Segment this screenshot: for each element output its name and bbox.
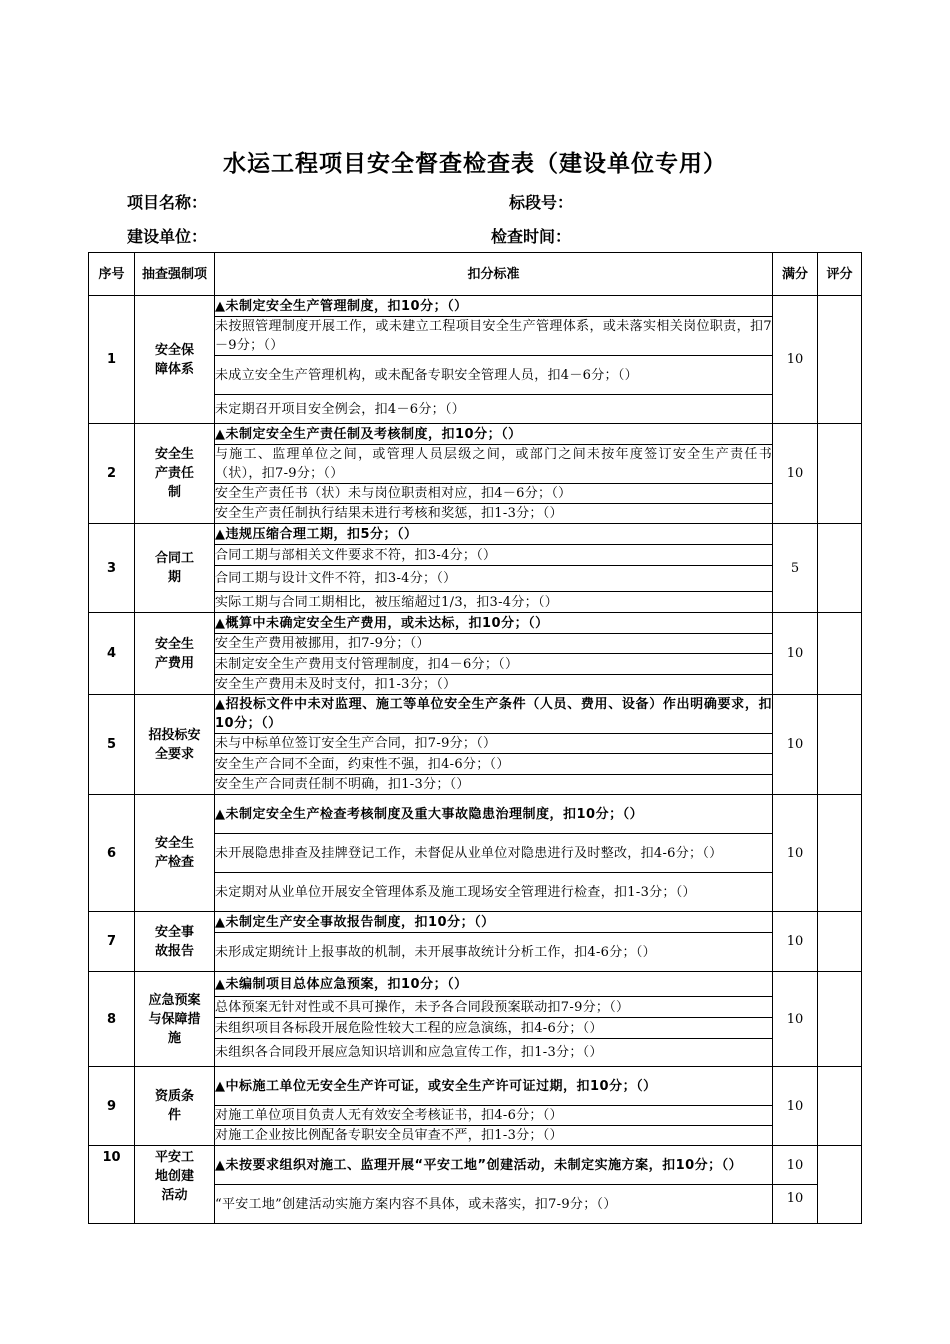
criterion-line: 总体预案无针对性或不具可操作，未予各合同段预案联动扣7-9分；（） — [215, 997, 773, 1018]
criterion-line: ▲未编制项目总体应急预案，扣10分；（） — [215, 972, 773, 997]
row-seq: 3 — [89, 524, 135, 613]
criterion-line: ▲未按要求组织对施工、监理开展“平安工地”创建活动，未制定实施方案，扣10分；（） — [215, 1146, 773, 1185]
row-full-score: 10 — [773, 972, 818, 1067]
table-row — [89, 524, 862, 545]
criterion-line: 安全生产责任书（状）未与岗位职责相对应，扣4－6分；（） — [215, 484, 773, 504]
criterion-line: ▲违规压缩合理工期，扣5分；（） — [215, 524, 773, 545]
score-cell[interactable] — [818, 1067, 862, 1146]
score-cell[interactable] — [818, 795, 862, 912]
table-row — [89, 296, 862, 317]
criterion-line: 安全生产合同责任制不明确，扣1-3分；（） — [215, 775, 773, 795]
score-cell[interactable] — [818, 1146, 862, 1224]
row-full-score: 10 — [773, 1146, 818, 1185]
criterion-line: 未制定安全生产费用支付管理制度，扣4－6分；（） — [215, 654, 773, 675]
criterion-line: ▲未制定安全生产管理制度，扣10分；（） — [215, 296, 773, 317]
row-item: 安全生产费用 — [135, 613, 215, 695]
header-item: 抽查强制项 — [135, 253, 215, 296]
row-seq: 4 — [89, 613, 135, 695]
criterion-line: 未形成定期统计上报事故的机制，未开展事故统计分析工作，扣4-6分；（） — [215, 933, 773, 972]
row-full-score: 10 — [773, 1185, 818, 1224]
row-item: 平安工地创建活动 — [135, 1146, 215, 1224]
table-row — [89, 912, 862, 933]
criterion-line: 未开展隐患排查及挂牌登记工作，未督促从业单位对隐患进行及时整改，扣4-6分；（） — [215, 834, 773, 873]
score-cell[interactable] — [818, 613, 862, 695]
row-item: 安全生产检查 — [135, 795, 215, 912]
criterion-line: 未组织各合同段开展应急知识培训和应急宣传工作，扣1-3分；（） — [215, 1039, 773, 1067]
table-row — [89, 695, 862, 734]
criterion-line: 对施工单位项目负责人无有效安全考核证书，扣4-6分；（） — [215, 1106, 773, 1126]
row-seq: 6 — [89, 795, 135, 912]
inspection-table — [88, 252, 862, 1224]
section-no-label: 标段号： — [509, 193, 574, 212]
row-seq: 5 — [89, 695, 135, 795]
row-seq: 1 — [89, 296, 135, 424]
row-item: 安全生产责任制 — [135, 424, 215, 524]
row-seq: 10 — [89, 1146, 135, 1224]
criterion-line: ▲未制定安全生产检查考核制度及重大事故隐患治理制度，扣10分；（） — [215, 795, 773, 834]
score-cell[interactable] — [818, 695, 862, 795]
criterion-line: 合同工期与部相关文件要求不符，扣3-4分；（） — [215, 545, 773, 566]
criterion-line: ▲招投标文件中未对监理、施工等单位安全生产条件（人员、费用、设备）作出明确要求，扣10分；（） — [215, 695, 773, 734]
builder-label: 建设单位： — [127, 227, 208, 246]
row-item: 应急预案与保障措施 — [135, 972, 215, 1067]
table-row — [89, 424, 862, 445]
row-item: 合同工期 — [135, 524, 215, 613]
table-row — [89, 795, 862, 834]
criterion-line: 未与中标单位签订安全生产合同，扣7-9分；（） — [215, 734, 773, 754]
row-full-score: 10 — [773, 795, 818, 912]
criterion-line: “平安工地”创建活动实施方案内容不具体，或未落实，扣7-9分；（） — [215, 1185, 773, 1224]
criterion-line: ▲中标施工单位无安全生产许可证，或安全生产许可证过期，扣10分；（） — [215, 1067, 773, 1106]
check-time-label: 检查时间： — [491, 227, 572, 246]
row-full-score: 10 — [773, 613, 818, 695]
row-seq: 2 — [89, 424, 135, 524]
table-row — [89, 1146, 862, 1185]
page-title: 水运工程项目安全督查检查表（建设单位专用） — [223, 151, 727, 177]
score-cell[interactable] — [818, 972, 862, 1067]
row-item: 资质条件 — [135, 1067, 215, 1146]
row-full-score: 10 — [773, 1067, 818, 1146]
header-row — [89, 253, 862, 296]
row-full-score: 10 — [773, 296, 818, 424]
header-criteria: 扣分标准 — [215, 253, 773, 296]
table-row — [89, 1067, 862, 1106]
criterion-line: 未定期对从业单位开展安全管理体系及施工现场安全管理进行检查，扣1-3分；（） — [215, 873, 773, 912]
criterion-line: 安全生产合同不全面，约束性不强，扣4-6分；（） — [215, 754, 773, 775]
header-seq: 序号 — [89, 253, 135, 296]
criterion-line: 与施工、监理单位之间，或管理人员层级之间，或部门之间未按年度签订安全生产责任书（状），扣7-9分；（） — [215, 445, 773, 484]
criterion-line: 实际工期与合同工期相比，被压缩超过1/3，扣3-4分；（） — [215, 592, 773, 613]
criterion-line: 安全生产费用未及时支付，扣1-3分；（） — [215, 675, 773, 695]
row-full-score: 10 — [773, 424, 818, 524]
row-seq: 8 — [89, 972, 135, 1067]
table-row — [89, 613, 862, 634]
table-row — [89, 972, 862, 997]
row-seq: 9 — [89, 1067, 135, 1146]
row-full-score: 10 — [773, 695, 818, 795]
criterion-line: 安全生产责任制执行结果未进行考核和奖惩，扣1-3分；（） — [215, 504, 773, 524]
criterion-line: 未组织项目各标段开展危险性较大工程的应急演练，扣4-6分；（） — [215, 1018, 773, 1039]
criterion-line: 对施工企业按比例配备专职安全员审查不严，扣1-3分；（） — [215, 1126, 773, 1146]
criterion-line: ▲概算中未确定安全生产费用，或未达标，扣10分；（） — [215, 613, 773, 634]
row-item: 安全事故报告 — [135, 912, 215, 972]
row-seq: 7 — [89, 912, 135, 972]
score-cell[interactable] — [818, 424, 862, 524]
criterion-line: 安全生产费用被挪用，扣7-9分；（） — [215, 634, 773, 654]
criterion-line: 未成立安全生产管理机构，或未配备专职安全管理人员，扣4－6分；（） — [215, 356, 773, 395]
row-full-score: 5 — [773, 524, 818, 613]
project-name-label: 项目名称： — [127, 193, 208, 212]
header-full: 满分 — [773, 253, 818, 296]
row-full-score: 10 — [773, 912, 818, 972]
criterion-line: ▲未制定生产安全事故报告制度，扣10分；（） — [215, 912, 773, 933]
row-item: 安全保障体系 — [135, 296, 215, 424]
score-cell[interactable] — [818, 912, 862, 972]
score-cell[interactable] — [818, 296, 862, 424]
criterion-line: ▲未制定安全生产责任制及考核制度，扣10分；（） — [215, 424, 773, 445]
criterion-line: 合同工期与设计文件不符，扣3-4分；（） — [215, 566, 773, 592]
score-cell[interactable] — [818, 524, 862, 613]
criterion-line: 未按照管理制度开展工作，或未建立工程项目安全生产管理体系，或未落实相关岗位职责，扣7－9分；（） — [215, 317, 773, 356]
row-item: 招投标安全要求 — [135, 695, 215, 795]
header-score: 评分 — [818, 253, 862, 296]
criterion-line: 未定期召开项目安全例会，扣4－6分；（） — [215, 395, 773, 424]
